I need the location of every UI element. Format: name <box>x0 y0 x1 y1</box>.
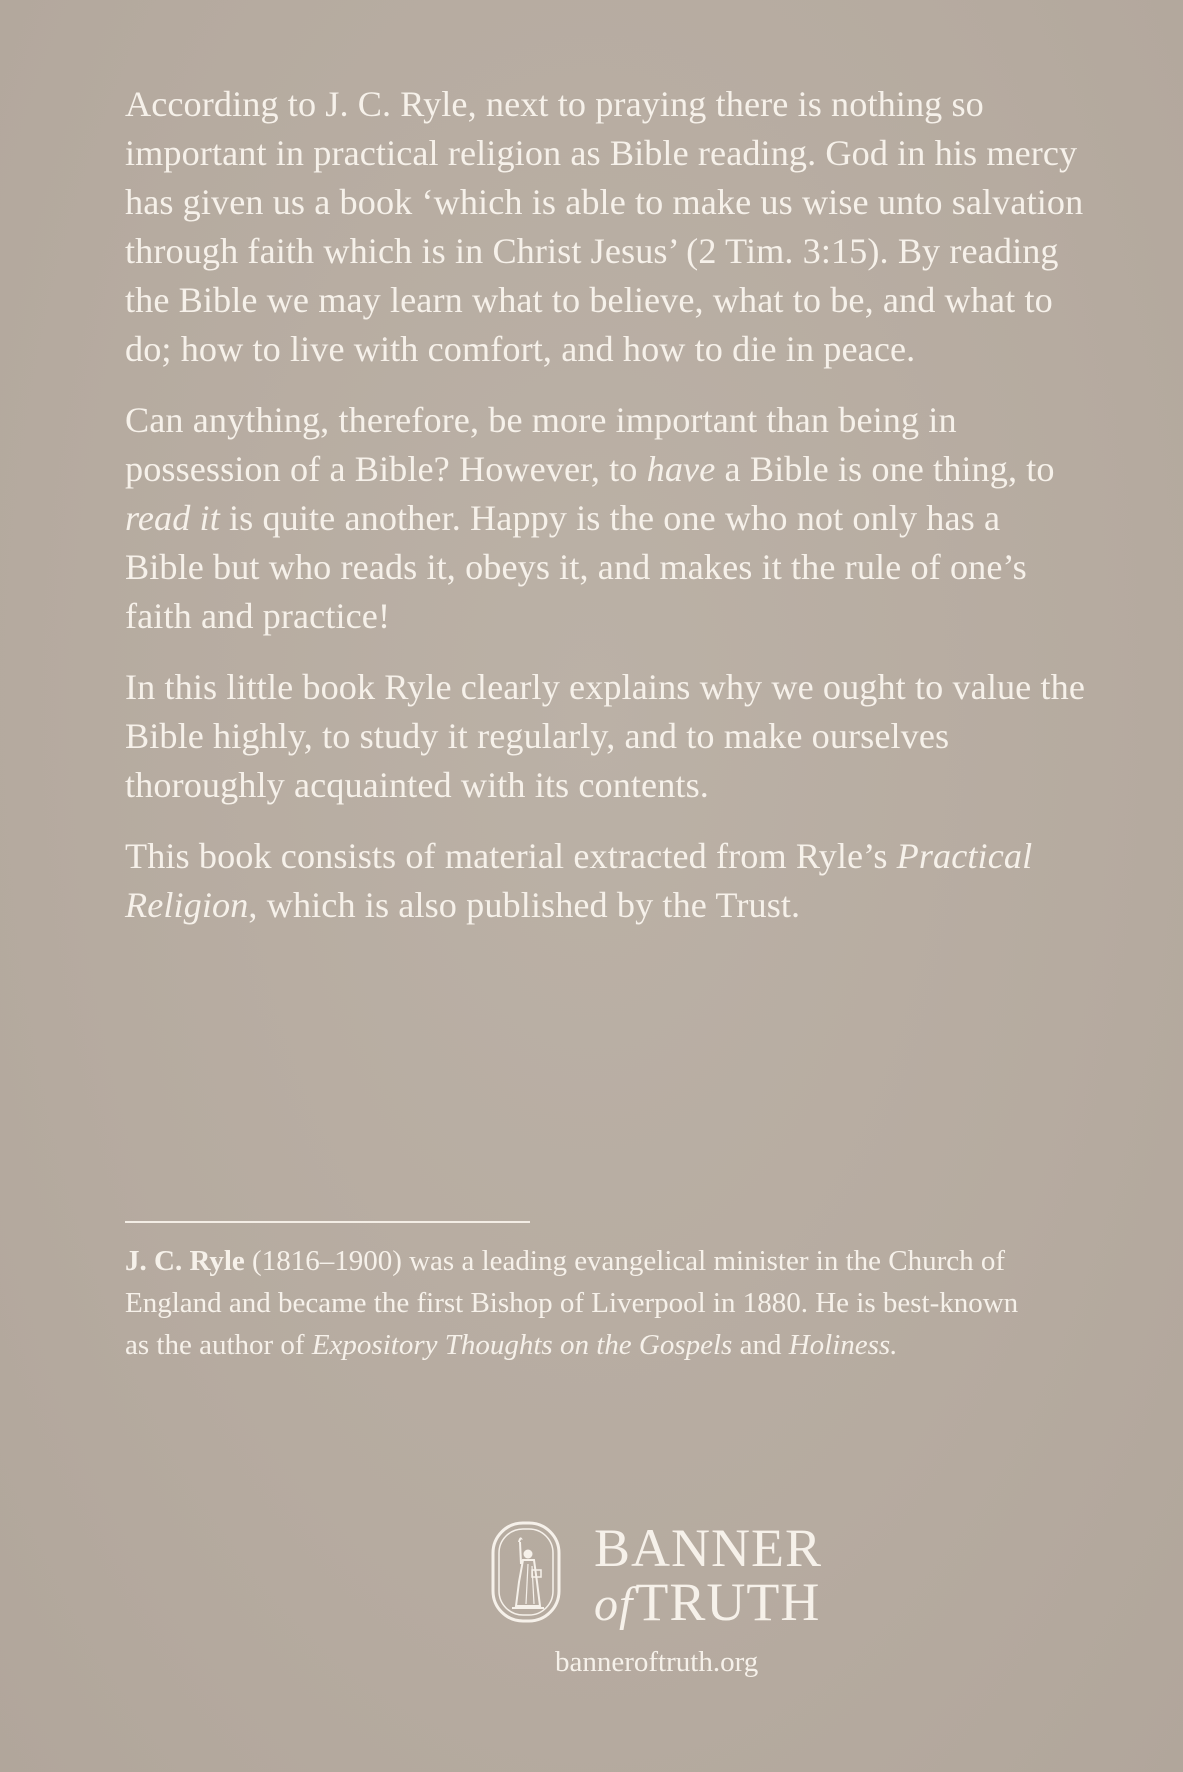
blurb-p4-text: This book consists of material extracted from Ryle’s <box>125 836 897 876</box>
blurb-p2-text: Can anything, therefore, be more important than being in possession of a Bible? However, to <box>125 400 957 489</box>
blurb-paragraph-4 <box>125 832 1085 930</box>
blurb-p2-emphasis-have: have <box>646 449 716 489</box>
author-bio <box>125 1240 1025 1366</box>
author-bio-text: and <box>732 1329 789 1361</box>
author-bio-text: (1816–1900) was a leading evangelical minister in the Church of England and became the first Bishop of Liverpool in 1880. He is best-known as the author of <box>125 1245 1019 1361</box>
divider-rule <box>125 1221 530 1223</box>
blurb-p2-emphasis-read-it: read it <box>125 498 220 538</box>
blurb-p4-text: , which is also published by the Trust. <box>248 885 801 925</box>
author-name: J. C. Ryle <box>125 1245 245 1277</box>
blurb-paragraph-3: In this little book Ryle clearly explains why we ought to value the Bible highly, to study it regularly, and to make ourselves thoroughly acquainted with its contents. <box>125 667 1085 805</box>
blurb-p2-text: is quite another. Happy is the one who not only has a Bible but who reads it, obeys it, and makes it the rule of one’s faith and practice! <box>125 498 1027 636</box>
publisher-url[interactable]: banneroftruth.org <box>555 1646 759 1678</box>
book-title-expository-thoughts: Expository Thoughts on the Gospels <box>311 1329 733 1361</box>
blurb-text <box>125 80 1085 930</box>
book-title-holiness: Holiness. <box>788 1329 898 1361</box>
wordmark-truth: TRUTH <box>635 1572 821 1632</box>
publisher-logo <box>490 1520 870 1640</box>
blurb-p2-text: a Bible is one thing, to <box>715 449 1055 489</box>
author-bio-paragraph <box>125 1240 1025 1366</box>
blurb-paragraph-1: According to J. C. Ryle, next to praying there is nothing so important in practical religion as Bible reading. God in his mercy has given us a book ‘which is able to make us wise unto salvation through faith which is in Christ Jesus’ (2 Tim. 3:15). By reading the Bible we may learn what to believe, what to be, and what to do; how to live with comfort, and how to die in peace. <box>125 84 1084 369</box>
wordmark-line-2 <box>594 1574 822 1633</box>
publisher-wordmark <box>594 1520 822 1633</box>
wordmark-of: of <box>594 1578 634 1631</box>
figure-with-torch-seal-icon <box>490 1520 562 1624</box>
back-cover-blurb <box>125 80 1085 952</box>
wordmark-banner: BANNER <box>594 1518 823 1578</box>
blurb-paragraph-2 <box>125 396 1085 641</box>
book-title-practical-religion: Practical Religion <box>125 836 1033 925</box>
